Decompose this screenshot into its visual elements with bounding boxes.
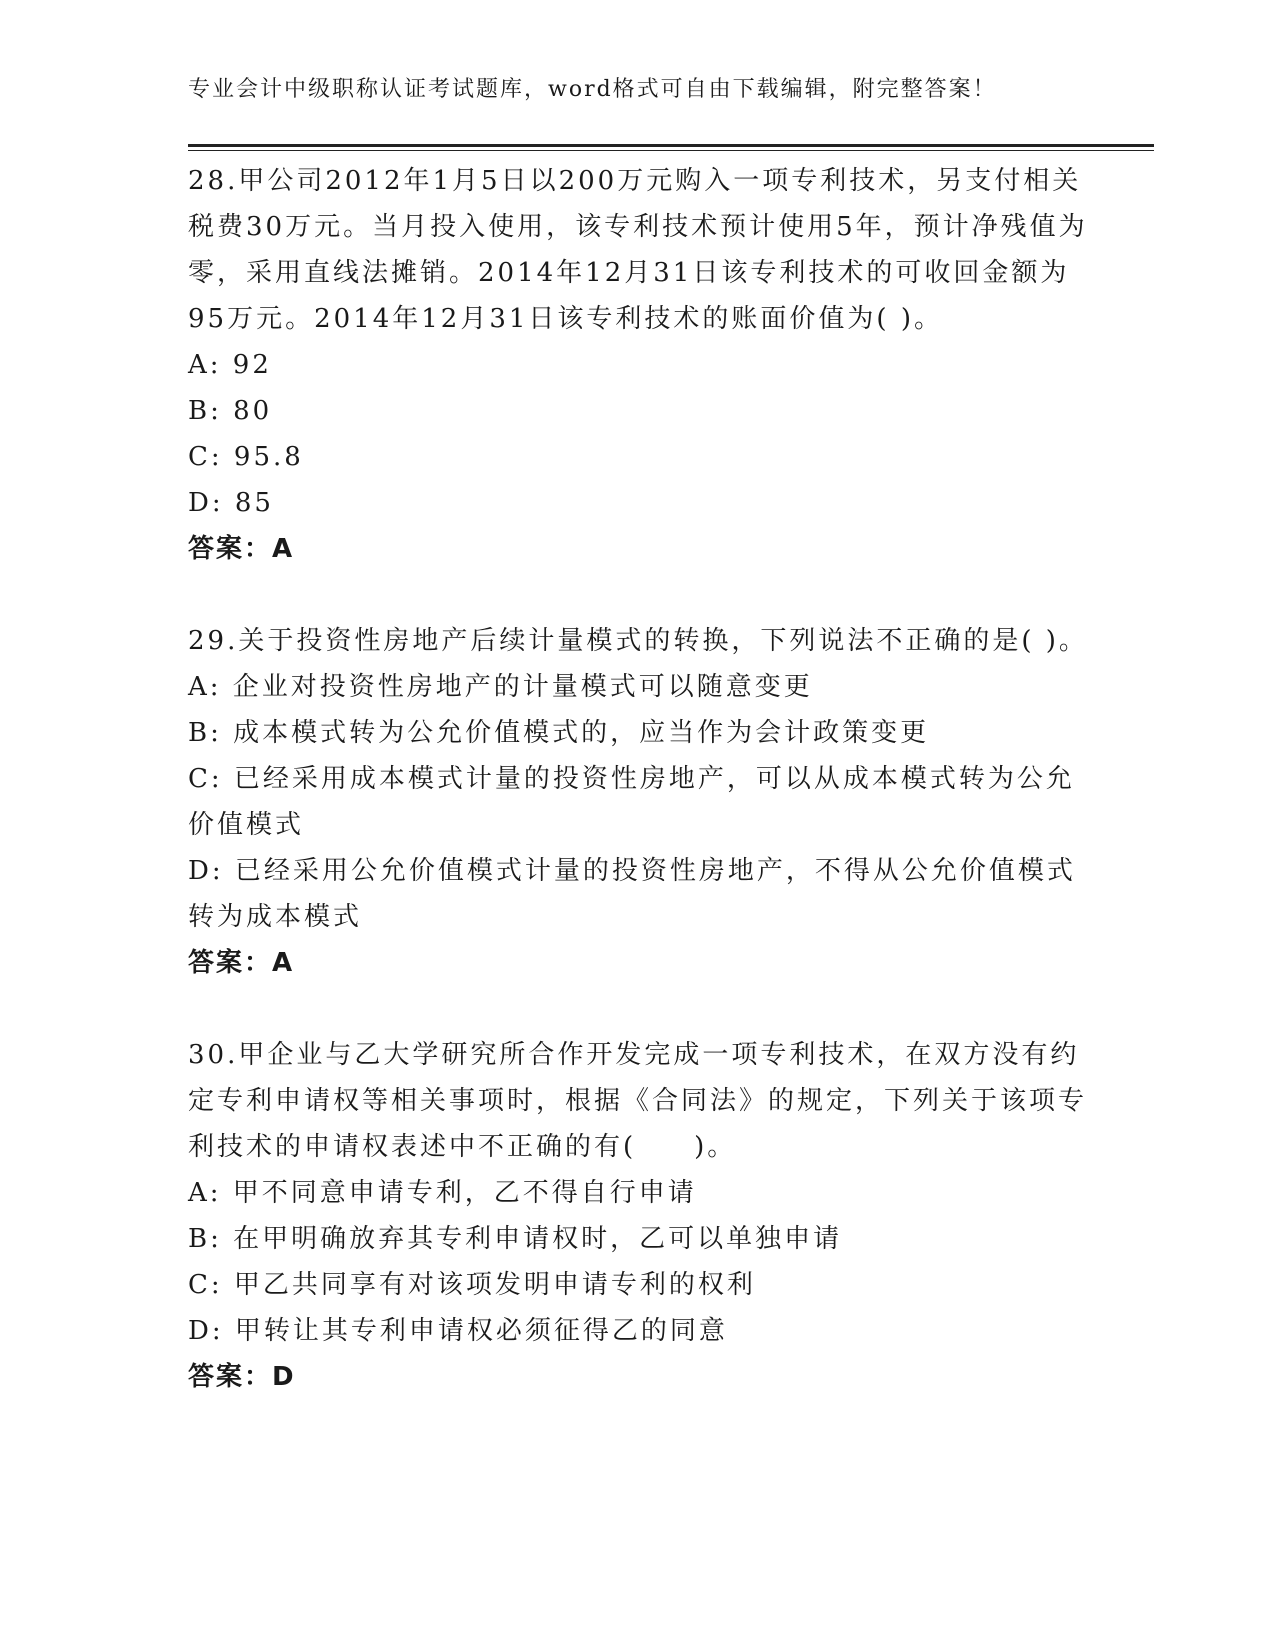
question-29 — [188, 618, 1088, 986]
answer: 答案：A — [188, 534, 295, 564]
option-c: C: 95.8 — [188, 442, 304, 472]
question-list — [188, 158, 1088, 1400]
option-b: B: 在甲明确放弃其专利申请权时，乙可以单独申请 — [188, 1224, 843, 1254]
option-a: A: 92 — [188, 350, 272, 380]
option-d: D: 甲转让其专利申请权必须征得乙的同意 — [188, 1316, 728, 1346]
option-b: B: 成本模式转为公允价值模式的，应当作为会计政策变更 — [188, 718, 930, 748]
option-a: A: 甲不同意申请专利，乙不得自行申请 — [188, 1178, 697, 1208]
header-divider — [188, 144, 1154, 147]
question-text: 28.甲公司2012年1月5日以200万元购入一项专利技术，另支付相关税费30万元。当月投入使用，该专利技术预计使用5年，预计净残值为零，采用直线法摊销。2014年12月31日该专利技术的可收回金额为95万元。2014年12月31日该专利技术的账面价值为( )。 — [188, 166, 1088, 334]
option-c: C: 已经采用成本模式计量的投资性房地产，可以从成本模式转为公允价值模式 — [188, 764, 1075, 840]
option-c: C: 甲乙共同享有对该项发明申请专利的权利 — [188, 1270, 756, 1300]
question-30 — [188, 1032, 1088, 1400]
question-text: 29.关于投资性房地产后续计量模式的转换，下列说法不正确的是( )。 — [188, 626, 1088, 656]
page-header: 专业会计中级职称认证考试题库，word格式可自由下载编辑，附完整答案！ — [188, 77, 997, 102]
option-d: D: 已经采用公允价值模式计量的投资性房地产，不得从公允价值模式转为成本模式 — [188, 856, 1076, 932]
question-28 — [188, 158, 1088, 572]
question-text: 30.甲企业与乙大学研究所合作开发完成一项专利技术，在双方没有约定专利申请权等相关事项时，根据《合同法》的规定，下列关于该项专利技术的申请权表述中不正确的有( )。 — [188, 1040, 1088, 1162]
answer: 答案：D — [188, 1362, 296, 1392]
option-b: B: 80 — [188, 396, 273, 426]
header-divider-thin — [188, 150, 1154, 151]
answer: 答案：A — [188, 948, 295, 978]
option-d: D: 85 — [188, 488, 274, 518]
option-a: A: 企业对投资性房地产的计量模式可以随意变更 — [188, 672, 813, 702]
